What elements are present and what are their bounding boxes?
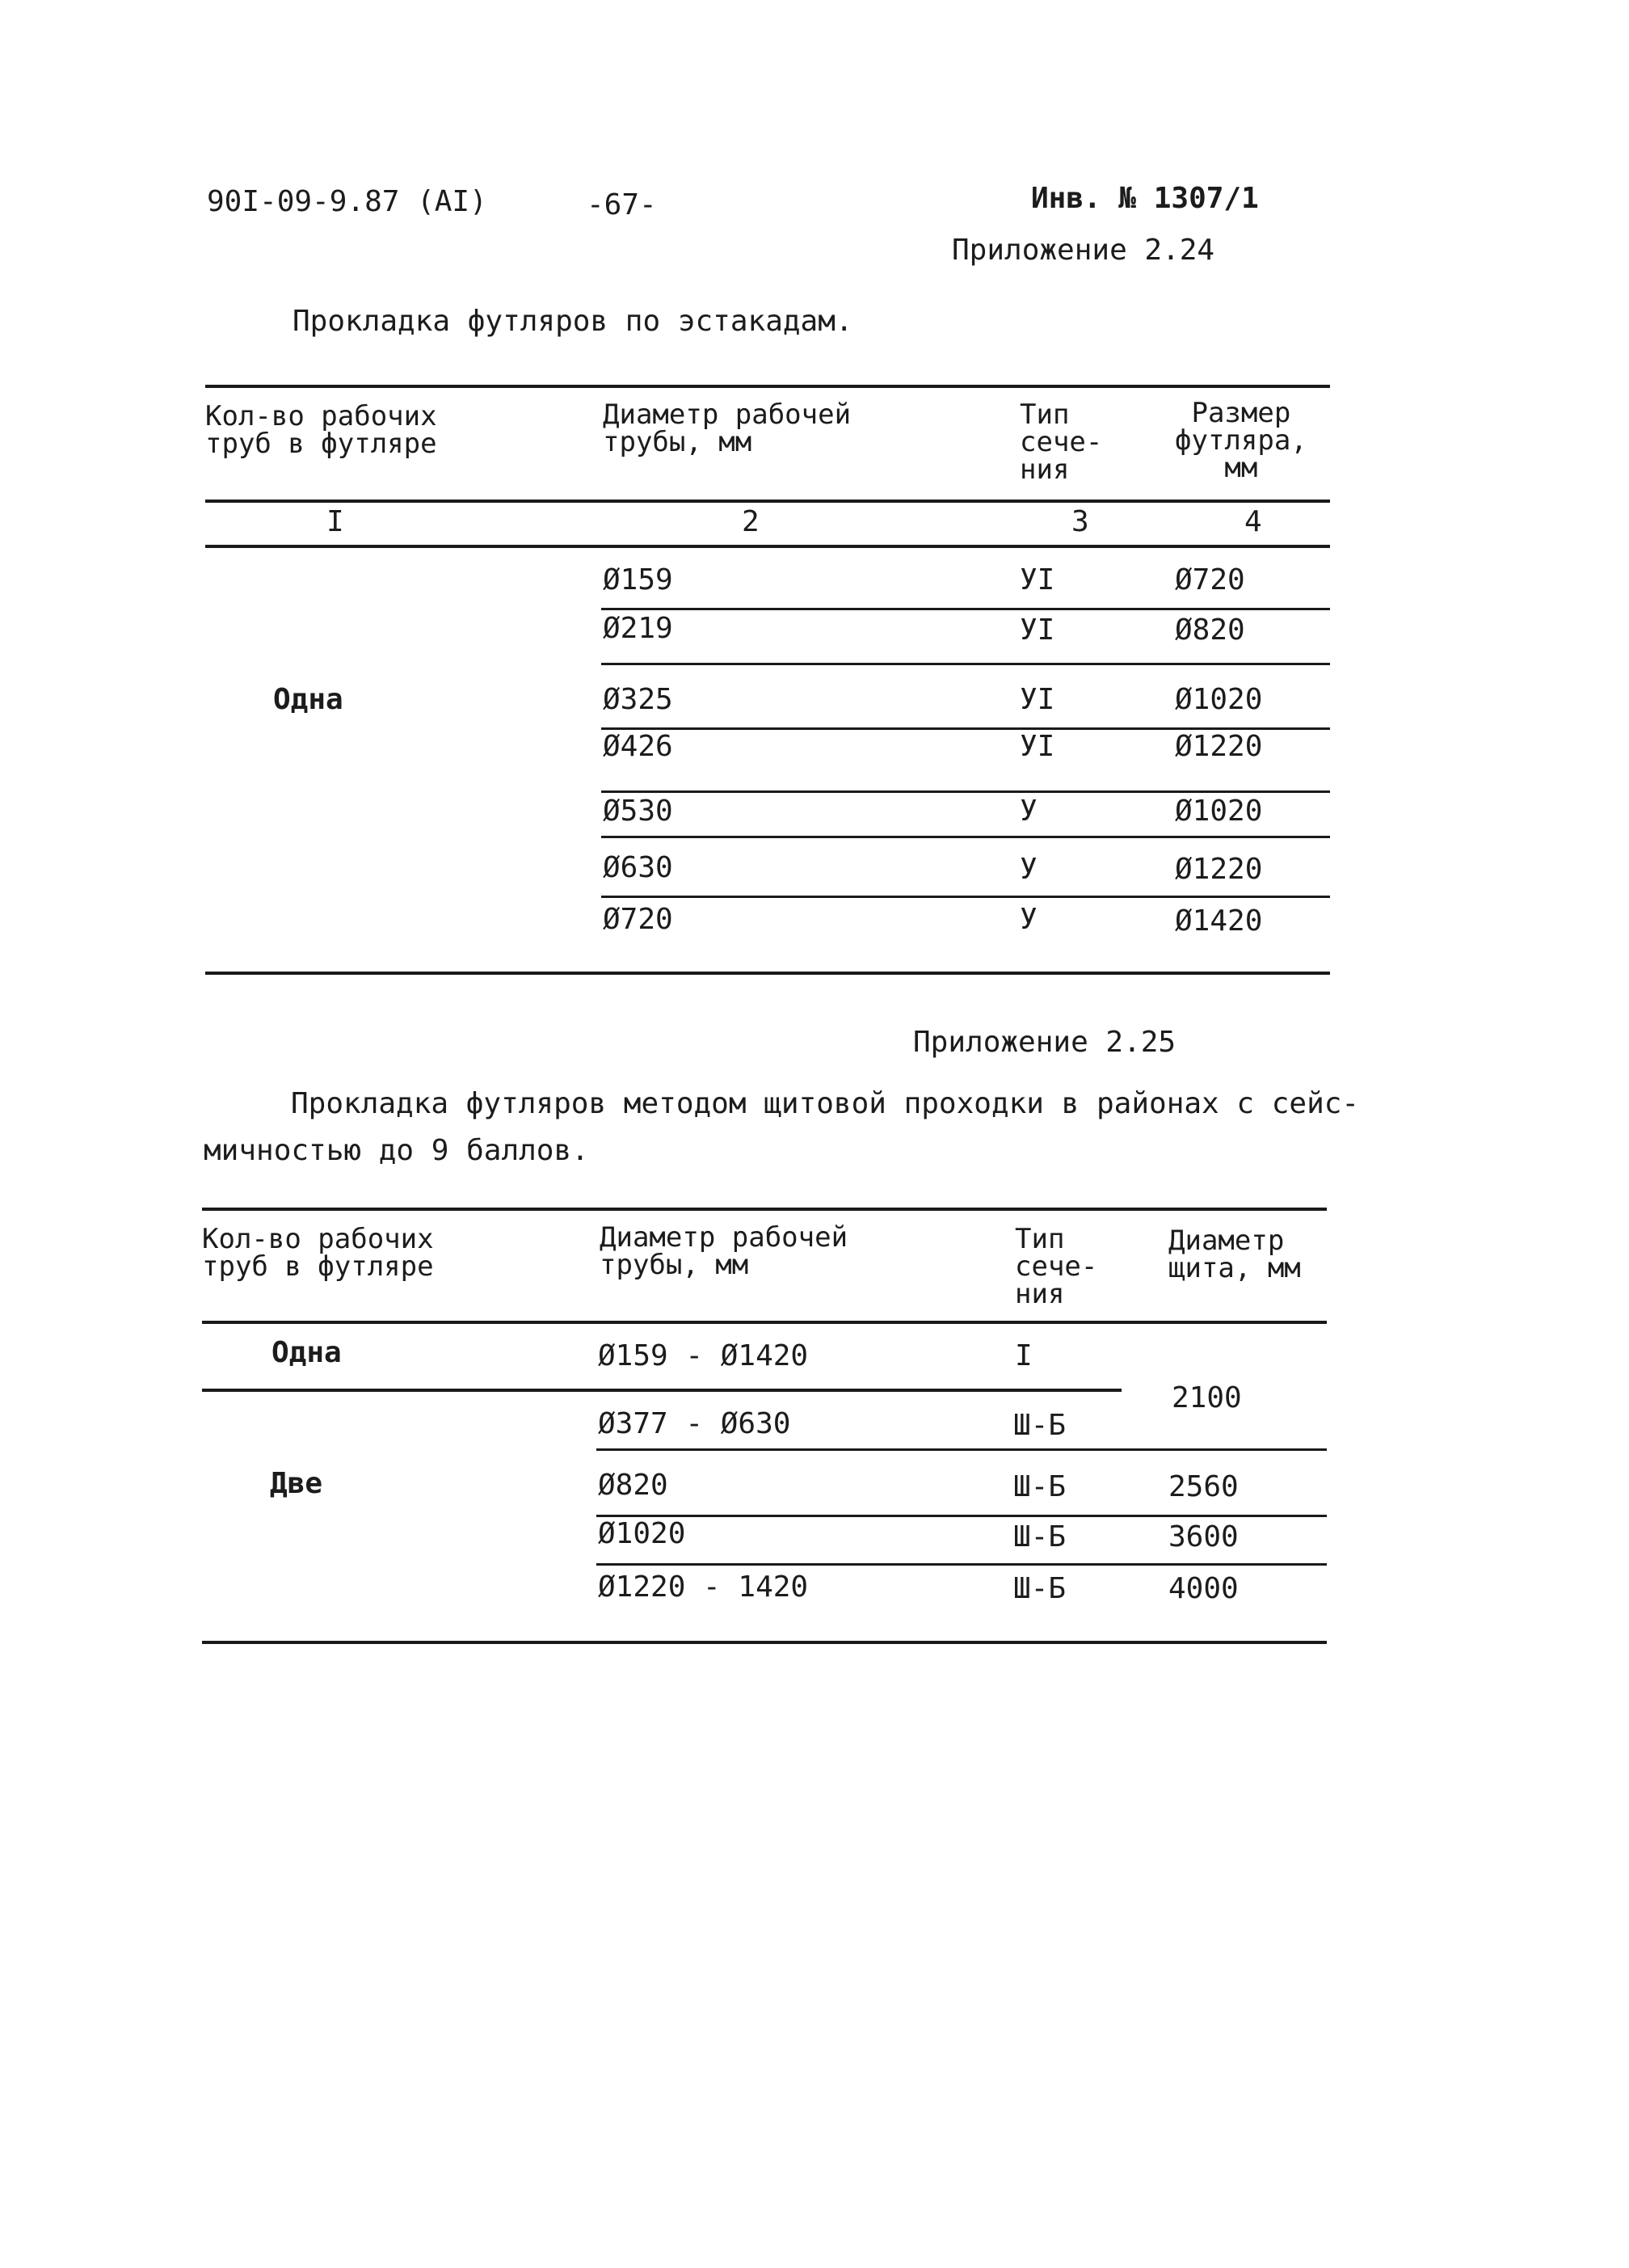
type-cell: У <box>1020 795 1038 828</box>
column-number: 4 <box>1244 505 1262 538</box>
header-rule <box>205 500 1330 503</box>
table-bottom-rule <box>205 972 1330 975</box>
group-label: Одна <box>273 683 343 716</box>
inventory-number: Инв. № 1307/1 <box>1031 182 1259 215</box>
table-top-rule <box>202 1208 1327 1211</box>
row-rule <box>601 663 1330 665</box>
row-rule <box>601 608 1330 610</box>
diameter-cell: Ø1220 - 1420 <box>598 1570 809 1604</box>
table-top-rule <box>205 385 1330 388</box>
row-rule <box>601 896 1330 898</box>
column-header: Размер футляра, мм <box>1175 397 1307 484</box>
size-cell: Ø1420 <box>1175 904 1263 938</box>
type-cell: УI <box>1020 730 1055 763</box>
column-number-rule <box>205 545 1330 548</box>
diameter-cell: Ø159 - Ø1420 <box>598 1339 809 1372</box>
page-number: -67- <box>587 188 657 221</box>
shield-cell: 3600 <box>1168 1520 1239 1553</box>
header-rule <box>202 1321 1327 1324</box>
type-cell: Ш-Б <box>1013 1520 1067 1553</box>
row-rule <box>596 1563 1327 1566</box>
type-cell: Ш-Б <box>1013 1470 1067 1503</box>
diameter-cell: Ø377 - Ø630 <box>598 1407 791 1440</box>
type-cell: Ш-Б <box>1013 1409 1067 1442</box>
row-rule <box>596 1515 1327 1517</box>
diameter-cell: Ø426 <box>603 730 673 763</box>
column-number: I <box>326 505 344 538</box>
column-header: Тип сече- ния <box>1015 1223 1098 1310</box>
diameter-cell: Ø530 <box>603 795 673 828</box>
group-label: Одна <box>272 1336 342 1369</box>
size-cell: Ø1220 <box>1175 853 1263 886</box>
group-label: Две <box>270 1467 323 1500</box>
shield-cell: 2560 <box>1168 1470 1239 1503</box>
column-header: Диаметр щита, мм <box>1168 1225 1301 1284</box>
shield-cell-merged: 2100 <box>1172 1381 1242 1414</box>
column-header: Кол-во рабочих труб в футляре <box>202 1223 434 1283</box>
table-title: Прокладка футляров методом щитовой проходки в районах с сейс- <box>291 1087 1360 1120</box>
diameter-cell: Ø820 <box>598 1469 668 1502</box>
table-title: мичностью до 9 баллов. <box>204 1134 589 1167</box>
column-number: 3 <box>1071 505 1089 538</box>
diameter-cell: Ø630 <box>603 851 673 884</box>
doc-code: 90I-09-9.87 (AI) <box>207 185 487 218</box>
type-cell: УI <box>1020 563 1055 597</box>
row-rule <box>601 836 1330 838</box>
size-cell: Ø1020 <box>1175 795 1263 828</box>
size-cell: Ø720 <box>1175 563 1245 597</box>
size-cell: Ø1220 <box>1175 730 1263 763</box>
diameter-cell: Ø720 <box>603 903 673 936</box>
size-cell: Ø820 <box>1175 613 1245 647</box>
column-header: Тип сече- ния <box>1020 398 1103 486</box>
row-rule <box>601 790 1330 793</box>
column-header: Диаметр рабочей трубы, мм <box>600 1221 848 1281</box>
size-cell: Ø1020 <box>1175 683 1263 716</box>
diameter-cell: Ø325 <box>603 683 673 716</box>
diameter-cell: Ø219 <box>603 612 673 645</box>
table-title: Прокладка футляров по эстакадам. <box>293 305 853 338</box>
group-rule <box>202 1389 1122 1392</box>
diameter-cell: Ø159 <box>603 563 673 597</box>
type-cell: Ш-Б <box>1013 1572 1067 1605</box>
appendix-label: Приложение 2.25 <box>913 1026 1176 1059</box>
type-cell: УI <box>1020 613 1055 647</box>
shield-cell: 4000 <box>1168 1572 1239 1605</box>
column-header: Диаметр рабочей трубы, мм <box>603 398 852 458</box>
type-cell: У <box>1020 903 1038 936</box>
column-header: Кол-во рабочих труб в футляре <box>205 400 437 460</box>
diameter-cell: Ø1020 <box>598 1517 686 1550</box>
appendix-label: Приложение 2.24 <box>952 234 1215 267</box>
type-cell: I <box>1015 1339 1033 1372</box>
type-cell: УI <box>1020 683 1055 716</box>
column-number: 2 <box>742 505 760 538</box>
row-rule <box>596 1448 1327 1451</box>
table-bottom-rule <box>202 1641 1327 1644</box>
type-cell: У <box>1020 853 1038 886</box>
